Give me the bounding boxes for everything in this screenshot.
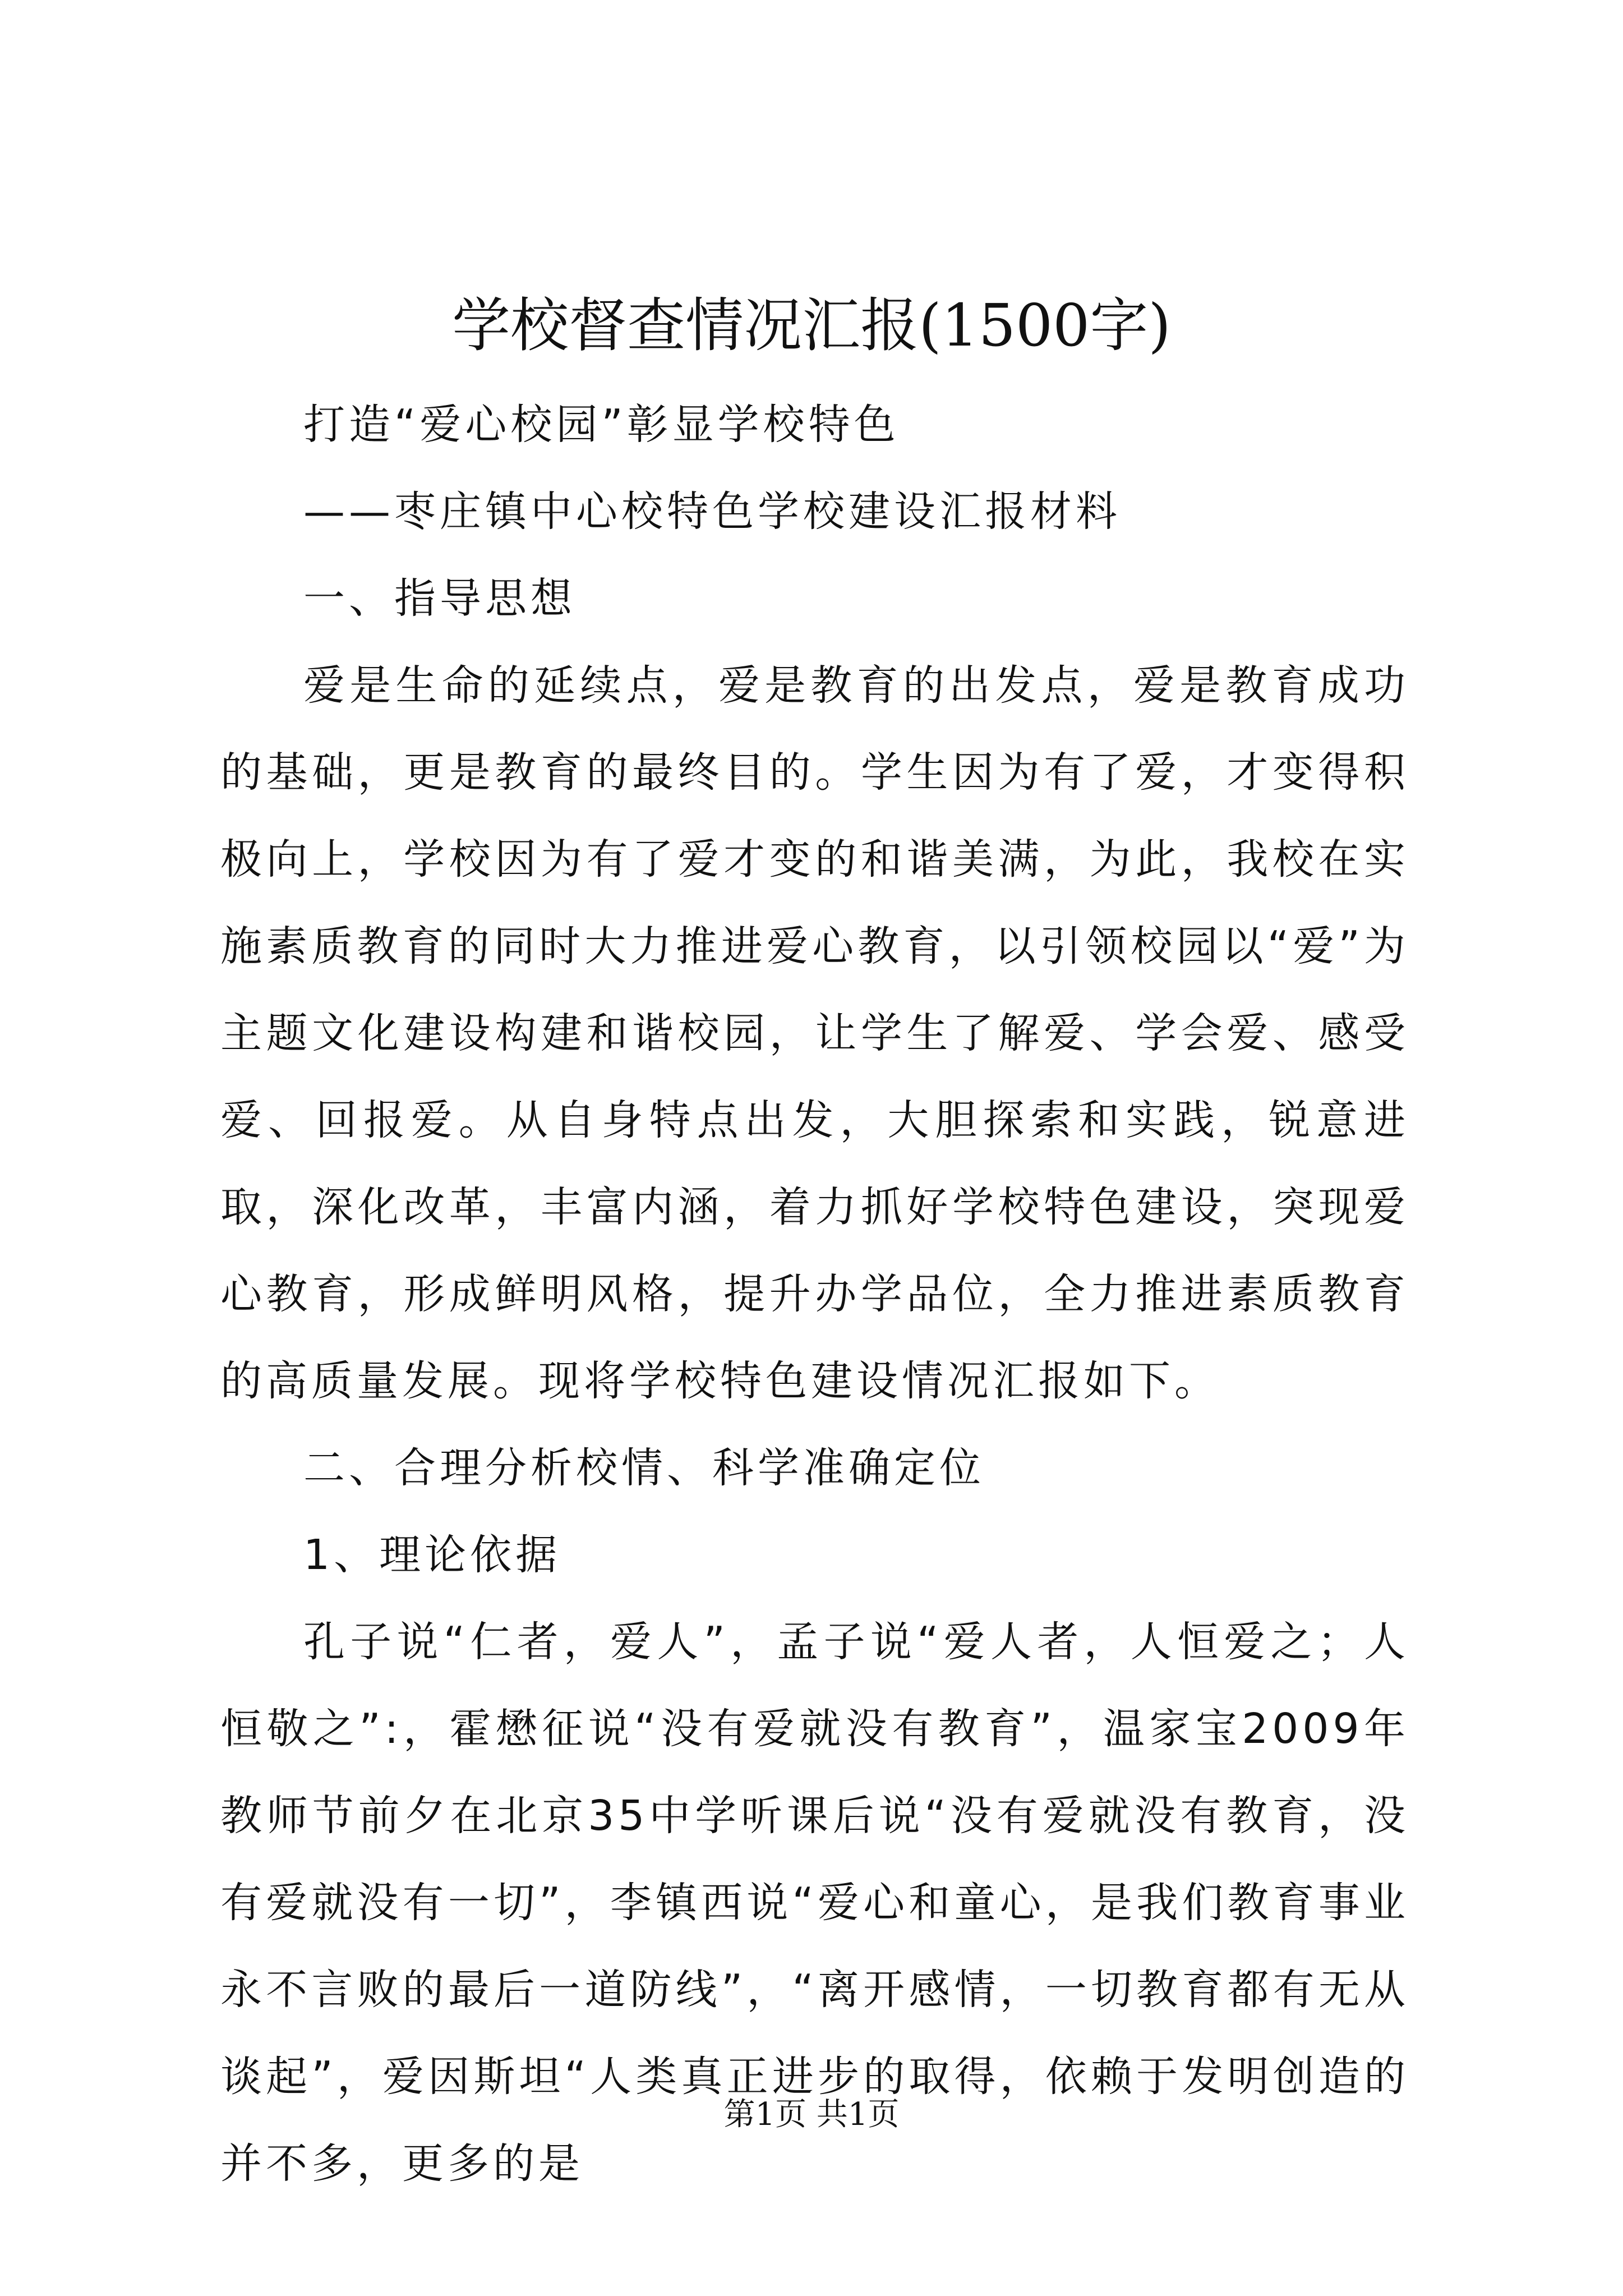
body-paragraph-2: 孔子说“仁者，爱人”，孟子说“爱人者，人恒爱之；人恒敬之”:，霍懋征说“没有爱就没有教育”，温家宝2009年教师节前夕在北京35中学听课后说“没有爱就没有教育，没有爱就没有一切”，李镇西说“爱心和童心，是我们教育事业永不言败的最后一道防线”，“离开感情，一切教育都有无从谈起”，爱因斯坦“人类真正进步的取得，依赖于发明创造的并不多，更多的是 bbox=[220, 1618, 1409, 2188]
subtitle-line: 打造“爱心校园”彰显学校特色 bbox=[303, 401, 900, 449]
body-paragraph-1: 爱是生命的延续点，爱是教育的出发点，爱是教育成功的基础，更是教育的最终目的。学生因为有了爱，才变得积极向上，学校因为有了爱才变的和谐美满，为此，我校在实施素质教育的同时大力推进爱心教育，以引领校园以“爱”为主题文化建设构建和谐校园，让学生了解爱、学会爱、感受爱、回报爱。从自身特点出发，大胆探索和实践，锐意进取，深化改革，丰富内涵，着力抓好学校特色建设，突现爱心教育，形成鲜明风格，提升办学品位，全力推进素质教育的高质量发展。现将学校特色建设情况汇报如下。 bbox=[220, 661, 1409, 1405]
section-heading-2: 二、合理分析校情、科学准确定位 bbox=[303, 1444, 985, 1492]
section-heading-1: 一、指导思想 bbox=[303, 574, 576, 623]
subtitle-source-line: ——枣庄镇中心校特色学校建设汇报材料 bbox=[303, 487, 1121, 536]
document-body bbox=[220, 381, 1409, 2207]
page-footer: 第1页 共1页 bbox=[723, 2096, 900, 2133]
document-title: 学校督查情况汇报(1500字) bbox=[452, 291, 1171, 360]
subsection-heading-1: 1、理论依据 bbox=[303, 1531, 561, 1579]
